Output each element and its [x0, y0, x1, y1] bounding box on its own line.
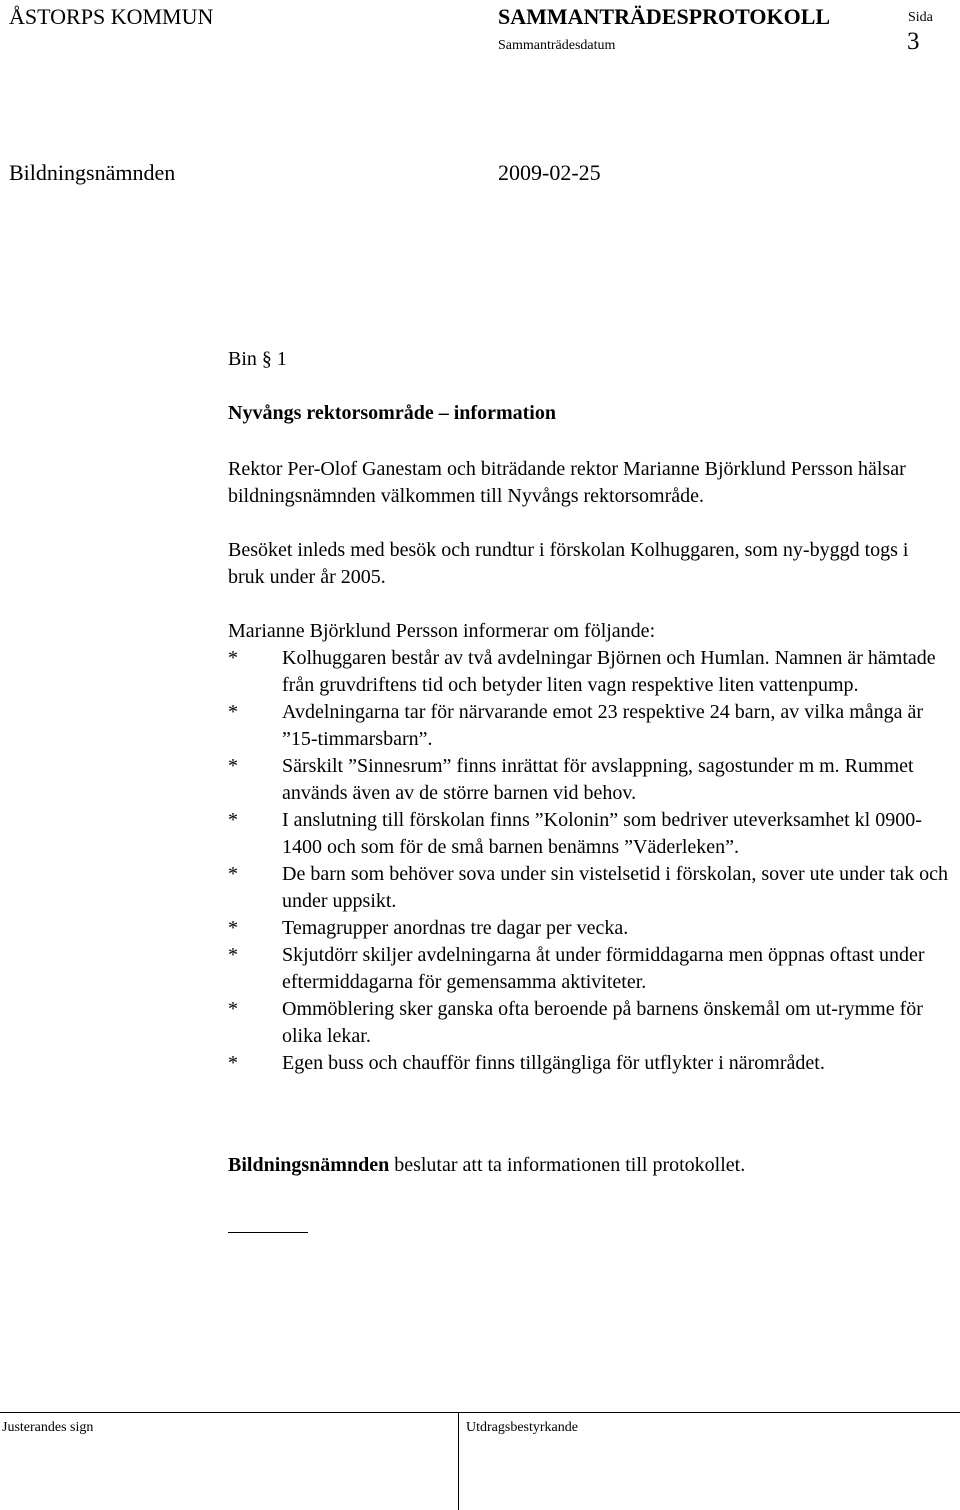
list-item — [228, 942, 948, 996]
list-item — [228, 645, 948, 699]
bullet-marker: * — [228, 1052, 238, 1074]
list-item — [228, 753, 948, 807]
decision-statement — [228, 1154, 745, 1177]
bullet-marker: * — [228, 944, 238, 966]
decision-subject: Bildningsnämnden — [228, 1154, 390, 1176]
list-item — [228, 996, 948, 1050]
bullet-marker: * — [228, 998, 238, 1020]
list-item — [228, 1050, 948, 1077]
meeting-date: 2009-02-25 — [498, 160, 601, 185]
decision-text: beslutar att ta informationen till protokollet. — [389, 1154, 746, 1176]
list-item-text: I anslutning till förskolan finns ”Kolonin” som bedriver uteverksamhet kl 0900-1400 och som för de små barnen benämns ”Väderleken”. — [282, 809, 922, 858]
list-item-text: Kolhuggaren består av två avdelningar Björnen och Humlan. Namnen är hämtade från gruvdriftens tid och betyder liten vagn respektive liten vattenpump. — [282, 647, 936, 696]
bullet-marker: * — [228, 917, 238, 939]
list-item-text: Avdelningarna tar för närvarande emot 23 respektive 24 barn, av vilka många är ”15-timmarsbarn”. — [282, 701, 924, 750]
document-type-title: SAMMANTRÄDESPROTOKOLL — [498, 4, 831, 29]
section-heading: Nyvångs rektorsområde – information — [228, 402, 556, 424]
organization-name: ÅSTORPS KOMMUN — [9, 4, 214, 29]
list-item-text: Skjutdörr skiljer avdelningarna åt under förmiddagarna men öppnas oftast under eftermiddagarna för gemensamma aktiviteter. — [282, 944, 925, 993]
bullet-marker: * — [228, 755, 238, 777]
bullet-marker: * — [228, 647, 238, 669]
end-rule — [228, 1232, 308, 1233]
meeting-date-label: Sammanträdesdatum — [498, 38, 616, 53]
section-id: Bin § 1 — [228, 348, 287, 370]
bullet-marker: * — [228, 701, 238, 723]
utdragsbestyrkande-label: Utdragsbestyrkande — [466, 1420, 578, 1435]
page-label: Sida — [908, 10, 933, 25]
footer-divider — [458, 1412, 459, 1510]
footer-rule — [0, 1412, 960, 1413]
bullet-marker: * — [228, 809, 238, 831]
information-list — [228, 645, 948, 1077]
visit-paragraph: Besöket inleds med besök och rundtur i förskolan Kolhuggaren, som ny-byggd togs i bruk under år 2005. — [228, 539, 909, 588]
list-item-text: Särskilt ”Sinnesrum” finns inrättat för avslappning, sagostunder m m. Rummet används även av de större barnen vid behov. — [282, 755, 914, 804]
list-item — [228, 699, 948, 753]
list-item — [228, 915, 948, 942]
bullet-marker: * — [228, 863, 238, 885]
justerandes-sign-label: Justerandes sign — [2, 1420, 94, 1435]
list-item-text: Temagrupper anordnas tre dagar per vecka. — [282, 917, 629, 939]
info-lead-paragraph: Marianne Björklund Persson informerar om följande: — [228, 620, 656, 642]
list-item-text: Ommöblering sker ganska ofta beroende på barnens önskemål om ut-rymme för olika lekar. — [282, 998, 923, 1047]
list-item-text: De barn som behöver sova under sin vistelsetid i förskolan, sover ute under tak och under uppsikt. — [282, 863, 948, 912]
intro-paragraph: Rektor Per-Olof Ganestam och biträdande rektor Marianne Björklund Persson hälsar bildningsnämnden välkommen till Nyvångs rektorsområde. — [228, 458, 906, 507]
committee-name: Bildningsnämnden — [9, 160, 176, 185]
page-number: 3 — [907, 28, 920, 55]
list-item — [228, 861, 948, 915]
list-item — [228, 807, 948, 861]
list-item-text: Egen buss och chaufför finns tillgängliga för utflykter i närområdet. — [282, 1052, 825, 1074]
